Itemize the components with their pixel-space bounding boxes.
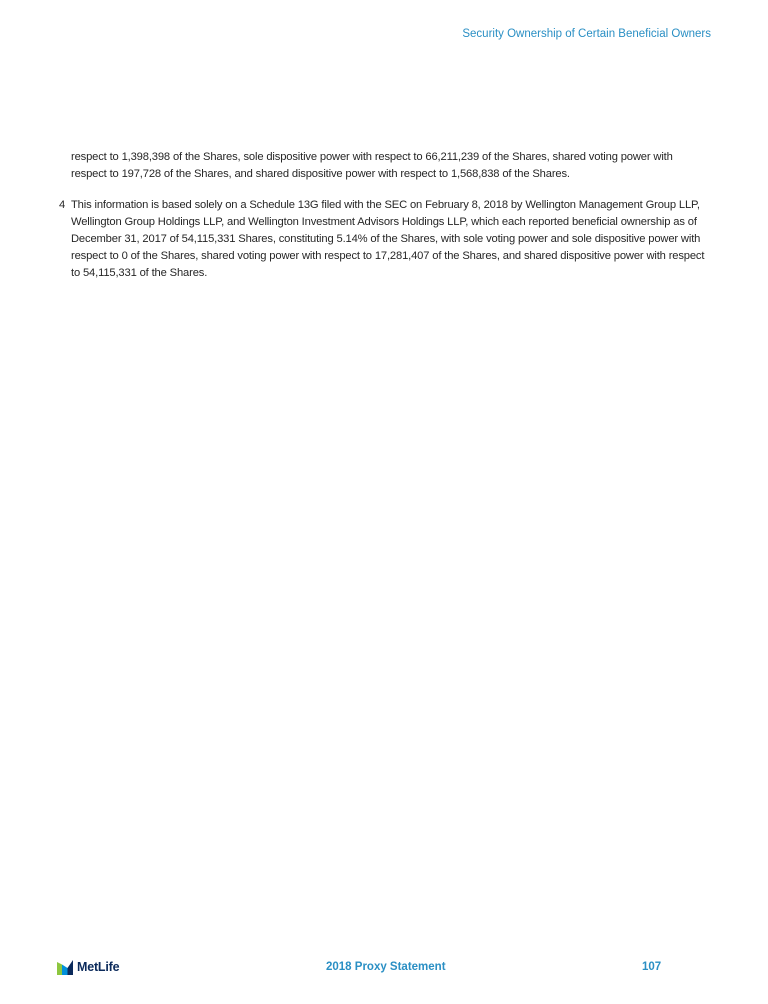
footnote-continuation [56, 149, 708, 183]
footnotes [56, 149, 708, 296]
footnote-number: 4 [59, 199, 66, 211]
metlife-m-icon [57, 960, 73, 975]
page-number: 107 [642, 961, 662, 973]
footnote-4 [56, 197, 708, 282]
footnote-text: respect to 1,398,398 of the Shares, sole dispositive power with respect to 66,211,239 of the Shares, shared voting power with respect to 197,728 of the Shares, and shared dispositive power with respect to 1,568,838 of the Shares. [71, 151, 673, 180]
logo-text: MetLife [77, 960, 120, 974]
document-title: 2018 Proxy Statement [326, 961, 446, 973]
metlife-logo [57, 958, 119, 976]
section-title: Security Ownership of Certain Beneficial Owners [462, 28, 711, 40]
footnote-text: This information is based solely on a Schedule 13G filed with the SEC on February 8, 2018 by Wellington Management Group LLP, Wellington Group Holdings LLP, and Wellington Investment Advisors Holdings LLP, which each reported beneficial ownership as of December 31, 2017 of 54,115,331 Shares, constituting 5.14% of the Shares, with sole voting power and sole dispositive power with respect to 0 of the Shares, shared voting power with respect to 17,281,407 of the Shares, and shared dispositive power with respect to 54,115,331 of the Shares. [71, 199, 705, 279]
